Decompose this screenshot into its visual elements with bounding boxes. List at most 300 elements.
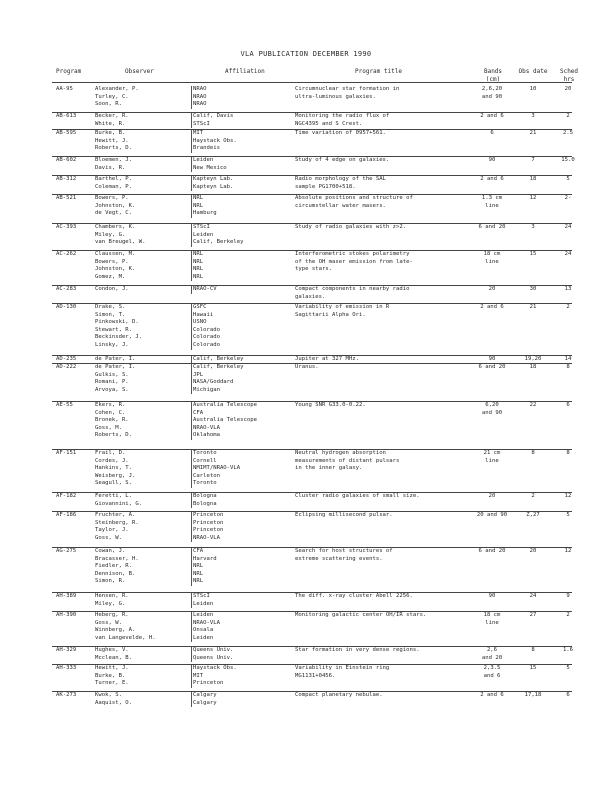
program-title-line: Neutral hydrogen absorption [295, 450, 386, 456]
sched-hrs-value-line: 5 [566, 512, 570, 518]
bands-value [475, 364, 509, 372]
sched-hrs-value-line: 14 [564, 356, 572, 362]
observer-list-line: Feretti, L. [95, 493, 133, 499]
affiliation-list-line: Leiden [193, 612, 214, 618]
program-title-line: Variability of emission in R [295, 304, 390, 310]
observer-list [95, 113, 129, 128]
col-header-program: Program [56, 68, 82, 75]
bands-value [475, 113, 509, 121]
program-title-line: MG1131+0456. [295, 672, 336, 679]
affiliation-list-line: Toronto [193, 450, 217, 456]
program-code-line: AF-186 [56, 512, 77, 518]
affiliation-list-line: STScI [193, 120, 210, 127]
bands-value [475, 402, 509, 417]
program-title-line: The diff. x-ray cluster Abell 2256. [295, 593, 413, 599]
observer-list-line: Bronek, R. [95, 417, 129, 424]
observer-list-line: Goss, M. [95, 424, 122, 431]
observer-list-line: Hewitt, J. [95, 137, 129, 144]
bands-value-line: 6 and 20 [478, 364, 506, 370]
obs-date-value-line: 2 [531, 493, 535, 499]
affiliation-divider [191, 304, 192, 350]
observer-list-line: Drake, S. [95, 304, 126, 310]
observer-list [95, 195, 135, 218]
affiliation-list [193, 612, 220, 642]
obs-date-value-line: 3 [531, 224, 535, 230]
affiliation-list-line: Haystack Obs. [193, 665, 237, 671]
observer-list [95, 364, 135, 394]
observer-list-line: Alexander, P. [95, 86, 139, 92]
sched-hrs-value [555, 512, 581, 520]
observer-list-line: Gulkis, S. [95, 371, 129, 378]
program-title [295, 692, 463, 700]
program-title-line: Monitoring the radio flux of [295, 113, 390, 119]
affiliation-list-line: Haystack Obs. [193, 137, 237, 144]
observer-list-line: Kwok, S. [95, 692, 122, 698]
row-separator [52, 112, 572, 113]
obs-date-value [516, 130, 550, 138]
affiliation-list-line: Calif, Berkeley [193, 356, 244, 362]
bands-value-line: and 90 [481, 93, 503, 100]
affiliation-divider [191, 493, 192, 508]
observer-list [95, 402, 132, 440]
program-code-line: AB-602 [56, 157, 77, 163]
affiliation-divider [191, 364, 192, 394]
affiliation-list-line: NASA/Goddard [193, 379, 234, 386]
program-title-line: in the inner galaxy. [295, 465, 363, 472]
affiliation-list [193, 286, 217, 294]
affiliation-list-line: Cornell [193, 457, 217, 464]
program-code-line: AH-333 [56, 665, 77, 671]
program-code-line: AA-95 [56, 86, 73, 92]
program-code [56, 402, 73, 410]
observer-list-line: Weisberg, J. [95, 472, 136, 479]
sched-hrs-value-line: 6 [566, 402, 570, 408]
observer-list-line: Condon, J. [95, 286, 129, 292]
affiliation-divider [191, 512, 192, 542]
affiliation-list-line: Kapteyn Lab. [193, 183, 234, 190]
bands-value [475, 195, 509, 210]
program-title-line: Monitoring galactic center OH/IR stars. [295, 612, 427, 618]
observer-list-line: Roberts, D. [95, 145, 133, 152]
affiliation-list-line: NRAO-VLA [193, 424, 220, 431]
obs-date-value [516, 176, 550, 184]
bands-value [475, 593, 509, 601]
affiliation-list-line: Princeton [193, 519, 224, 526]
program-code [56, 692, 76, 700]
affiliation-list [193, 176, 233, 191]
observer-list-line: Claussen, M. [95, 251, 136, 257]
affiliation-list-line: Hamburg [193, 210, 217, 217]
sched-hrs-value [555, 612, 581, 620]
affiliation-list-line: Calgary [193, 699, 217, 706]
bands-value-line: 6,20 [485, 402, 499, 408]
bands-value [475, 157, 509, 165]
affiliation-list-line: Toronto [193, 480, 217, 487]
observer-list-line: Miley, G. [95, 231, 126, 238]
obs-date-value-line: 18 [529, 176, 537, 182]
obs-date-value-line: 17,18 [524, 692, 542, 698]
affiliation-list-line: MIT [193, 672, 204, 679]
program-code-line: AD-130 [56, 304, 77, 310]
affiliation-list [193, 647, 233, 662]
program-code [56, 612, 76, 620]
sched-hrs-value [555, 176, 581, 184]
obs-date-value-line: 22 [529, 402, 537, 408]
affiliation-list-line: Leiden [193, 157, 214, 163]
bands-value-line: 21 cm [483, 450, 501, 456]
observer-list-line: Dennison, B. [95, 570, 136, 577]
sched-hrs-value-line: 8 [566, 364, 570, 370]
observer-list-line: Cowan, J. [95, 548, 126, 554]
affiliation-divider [191, 251, 192, 281]
affiliation-list-line: NRL [193, 578, 204, 585]
affiliation-list-line: Carleton [193, 472, 220, 479]
program-title-line: Radio morphology of the SAL [295, 176, 386, 182]
affiliation-list [193, 113, 233, 128]
affiliation-list-line: Queens Univ. [193, 647, 234, 653]
obs-date-value-line: 10 [529, 86, 537, 92]
bands-value [475, 647, 509, 662]
observer-list-line: Goss, W. [95, 534, 122, 541]
affiliation-list-line: Leiden [193, 600, 214, 607]
affiliation-list [193, 364, 244, 394]
program-code-line: AB-312 [56, 176, 77, 182]
affiliation-list-line: Brandeis [193, 145, 220, 152]
program-title-line: Study of 4 edge on galaxies. [295, 157, 390, 163]
observer-list-line: Hughes, V. [95, 647, 129, 653]
col-header-obs-date: Obs date [518, 68, 548, 75]
program-code [56, 113, 76, 121]
bands-value-line: 2 and 6 [480, 113, 504, 119]
sched-hrs-value [555, 402, 581, 410]
program-code-line: AF-151 [56, 450, 77, 456]
bands-value-line: 20 [488, 286, 496, 292]
affiliation-list-line: NRAO [193, 101, 207, 108]
affiliation-list-line: CFA [193, 548, 204, 554]
affiliation-list [193, 665, 237, 688]
observer-list [95, 157, 132, 172]
observer-list-line: Mcclean, B. [95, 654, 133, 661]
observer-list-line: van Langevelde, H. [95, 634, 156, 641]
col-header-program-title: Program title [355, 68, 402, 75]
program-code-line: AH-329 [56, 647, 77, 653]
observer-list-line: Hankins, T. [95, 465, 133, 472]
obs-date-value-line: 20 [529, 548, 537, 554]
bands-value [475, 493, 509, 501]
observer-list-line: van Breugel, W. [95, 239, 146, 246]
row-separator [52, 355, 572, 356]
affiliation-list [193, 224, 244, 247]
program-code-line: AC-283 [56, 286, 77, 292]
program-title [295, 493, 463, 501]
row-separator [52, 449, 572, 450]
document-title: VLA PUBLICATION DECEMBER 1990 [240, 50, 372, 58]
affiliation-list-line: GSFC [193, 304, 207, 310]
observer-list-line: Bracasser, H. [95, 555, 139, 562]
affiliation-list [193, 157, 227, 172]
affiliation-divider [191, 130, 192, 153]
obs-date-value [516, 647, 550, 655]
program-code [56, 286, 76, 294]
affiliation-list [193, 251, 203, 281]
affiliation-list [193, 86, 206, 109]
affiliation-divider [191, 612, 192, 642]
row-separator [52, 250, 572, 251]
program-title [295, 224, 463, 232]
program-code [56, 593, 76, 601]
observer-list [95, 512, 139, 542]
affiliation-list-line: Princeton [193, 680, 224, 687]
affiliation-list-line: NRAO-VLA [193, 534, 220, 541]
affiliation-list [193, 548, 217, 586]
bands-value-line: 20 [488, 493, 496, 499]
sched-hrs-value-line: 24 [564, 251, 572, 257]
affiliation-divider [191, 402, 192, 440]
program-title [295, 113, 463, 128]
affiliation-list-line: NRL [193, 563, 204, 570]
sched-hrs-value [555, 251, 581, 259]
bands-value-line: line [485, 202, 499, 209]
bands-value-line: line [485, 457, 499, 464]
program-code [56, 251, 76, 259]
program-title [295, 130, 463, 138]
program-title-line: Study of radio galaxies with z>2. [295, 224, 407, 230]
observer-list-line: Burke, B. [95, 672, 126, 679]
sched-hrs-value [555, 130, 581, 138]
bands-value [475, 130, 509, 138]
bands-value [475, 286, 509, 294]
bands-value [475, 251, 509, 266]
affiliation-list [193, 402, 257, 440]
program-title [295, 176, 463, 191]
program-title-line: extreme scattering events. [295, 555, 383, 562]
sched-hrs-value-line: 13 [564, 286, 572, 292]
program-title-line: measurements of distant pulsars [295, 457, 400, 464]
affiliation-list-line: NRL [193, 266, 204, 273]
obs-date-value-line: 3 [531, 113, 535, 119]
program-code-line: AD-222 [56, 364, 77, 370]
affiliation-list [193, 512, 223, 542]
bands-value-line: 90 [488, 593, 496, 599]
row-separator [52, 611, 572, 612]
sched-hrs-value-line: 15.0 [561, 157, 575, 163]
row-separator [52, 223, 572, 224]
observer-list-line: Winnberg, A. [95, 627, 136, 634]
program-code [56, 647, 76, 655]
affiliation-list-line: Colorado [193, 326, 220, 333]
affiliation-list-line: JPL [193, 371, 204, 378]
affiliation-divider [191, 286, 192, 294]
affiliation-list-line: Calif, Berkeley [193, 239, 244, 246]
program-code-line: AE-55 [56, 402, 73, 408]
obs-date-value [516, 195, 550, 203]
program-title-line: Variability in Einstein ring [295, 665, 390, 671]
observer-list [95, 493, 142, 508]
program-title-line: Jupiter at 327 MHz. [295, 356, 359, 362]
observer-list-line: de Vegt, C. [95, 210, 133, 217]
obs-date-value [516, 286, 550, 294]
program-title [295, 665, 463, 680]
observer-list [95, 130, 132, 153]
observer-list [95, 593, 129, 608]
col-header-observer: Observer [125, 68, 154, 75]
affiliation-list-line: Princeton [193, 527, 224, 534]
program-title-line: Cluster radio galaxies of small size. [295, 493, 420, 499]
sched-hrs-value [555, 304, 581, 312]
sched-hrs-value [555, 224, 581, 232]
row-separator [52, 363, 572, 364]
observer-list [95, 176, 132, 191]
obs-date-value [516, 364, 550, 372]
obs-date-value [516, 304, 550, 312]
observer-list [95, 286, 129, 294]
observer-list-line: Turley, C. [95, 93, 129, 100]
affiliation-list-line: Australia Telescope [193, 417, 257, 424]
sched-hrs-value [555, 493, 581, 501]
sched-hrs-value-line: 2- [564, 195, 572, 201]
affiliation-list-line: Onsala [193, 627, 214, 634]
affiliation-list-line: Princeton [193, 512, 224, 518]
program-title [295, 86, 463, 101]
bands-value-line: 90 [488, 356, 496, 362]
obs-date-value-line: 15 [529, 251, 537, 257]
observer-list-line: Turner, E. [95, 680, 129, 687]
observer-list-line: Gomez, M. [95, 273, 126, 280]
sched-hrs-value [555, 195, 581, 203]
sched-hrs-value [555, 647, 581, 655]
observer-list-line: Soon, R. [95, 101, 122, 108]
observer-list-line: de Pater, I. [95, 364, 136, 370]
sched-hrs-value [555, 548, 581, 556]
bands-value [475, 450, 509, 465]
col-header-bands: Bands (cm) [483, 68, 503, 83]
sched-hrs-value-line: 1.6 [562, 647, 574, 653]
program-title [295, 612, 463, 620]
affiliation-list-line: MIT [193, 130, 204, 136]
affiliation-list-line: NRL [193, 251, 204, 257]
affiliation-list-line: Harvard [193, 555, 217, 562]
program-title-line: of the OH maser emission from late- [295, 258, 413, 265]
sched-hrs-value [555, 593, 581, 601]
observer-list-line: Seagull, S. [95, 480, 133, 487]
row-separator [52, 664, 572, 665]
affiliation-list-line: Australia Telescope [193, 402, 257, 408]
program-code [56, 86, 73, 94]
affiliation-list-line: Oklahoma [193, 432, 220, 439]
observer-list-line: Linsky, J. [95, 341, 129, 348]
affiliation-list [193, 195, 217, 218]
observer-list [95, 548, 139, 586]
observer-list [95, 224, 146, 247]
affiliation-list-line: NMIMT/NRAO-VLA [193, 465, 241, 472]
bands-value [475, 304, 509, 312]
observer-list [95, 692, 132, 707]
observer-list [95, 86, 139, 109]
bands-value-line: 2 and 6 [480, 692, 504, 698]
affiliation-list-line: CFA [193, 409, 204, 416]
affiliation-list [193, 593, 213, 608]
bands-value-line: 2,6 [486, 647, 498, 653]
program-title-line: Interferometric stokes polarimetry [295, 251, 410, 257]
program-code-line: AH-389 [56, 593, 77, 599]
program-code-line: AH-390 [56, 612, 77, 618]
obs-date-value [516, 402, 550, 410]
row-separator [52, 194, 572, 195]
affiliation-list [193, 304, 220, 350]
row-separator [52, 156, 572, 157]
observer-list-line: Bloemen, J. [95, 157, 133, 163]
program-title [295, 548, 463, 563]
bands-value-line: 18 cm [483, 251, 501, 257]
obs-date-value [516, 493, 550, 501]
observer-list-line: Pinkowski, D. [95, 319, 139, 326]
obs-date-value [516, 113, 550, 121]
affiliation-list-line: Calif, Davis [193, 113, 234, 119]
affiliation-list-line: Calgary [193, 692, 217, 698]
program-title [295, 647, 463, 655]
affiliation-divider [191, 593, 192, 608]
affiliation-list-line: Calif, Berkeley [193, 364, 244, 370]
affiliation-list-line: NRL [193, 273, 204, 280]
affiliation-list-line: Hawaii [193, 311, 214, 318]
col-header-sched-hrs: Sched hrs [559, 68, 579, 83]
affiliation-divider [191, 548, 192, 586]
affiliation-list-line: Bologna [193, 493, 217, 499]
observer-list-line: Davis, R. [95, 164, 126, 171]
program-title [295, 286, 463, 301]
program-title-line: ultra-luminous galaxies. [295, 93, 376, 100]
program-code [56, 157, 76, 165]
obs-date-value-line: 15 [529, 665, 537, 671]
sched-hrs-value-line: 20 [564, 86, 572, 92]
obs-date-value [516, 593, 550, 601]
affiliation-list-line: Queens Univ. [193, 654, 234, 661]
obs-date-value [516, 548, 550, 556]
affiliation-list-line: NRAO [193, 93, 207, 100]
sched-hrs-value-line: 2 [566, 612, 570, 618]
affiliation-list-line: USNO [193, 319, 207, 326]
program-title-line: type stars. [295, 266, 333, 273]
bands-value-line: 2,6,20 [481, 86, 503, 92]
bands-value-line: 6 [490, 130, 494, 136]
observer-list [95, 665, 129, 688]
row-separator [52, 129, 572, 130]
observer-list [95, 251, 135, 281]
program-title [295, 512, 463, 520]
obs-date-value [516, 157, 550, 165]
affiliation-list-line: Colorado [193, 341, 220, 348]
affiliation-divider [191, 665, 192, 688]
observer-list [95, 647, 132, 662]
bands-value [475, 86, 509, 101]
observer-list-line: de Pater, I. [95, 356, 136, 362]
bands-value-line: 18 cm [483, 612, 501, 618]
bands-value [475, 665, 509, 680]
affiliation-divider [191, 113, 192, 128]
obs-date-value [516, 512, 550, 520]
observer-list-line: Simon, R. [95, 578, 126, 585]
program-title-line: sample PG1700+518. [295, 183, 356, 190]
affiliation-list-line: NRAO [193, 86, 207, 92]
observer-list-line: Hensen, R. [95, 593, 129, 599]
program-title-line: Time variation of 0957+561. [295, 130, 386, 136]
affiliation-divider [191, 692, 192, 707]
observer-list-line: Ekers, R. [95, 402, 126, 408]
observer-list-line: Coleman, P. [95, 183, 133, 190]
observer-list-line: Hewitt, J. [95, 665, 129, 671]
observer-list-line: White, R. [95, 120, 126, 127]
affiliation-divider [191, 195, 192, 218]
